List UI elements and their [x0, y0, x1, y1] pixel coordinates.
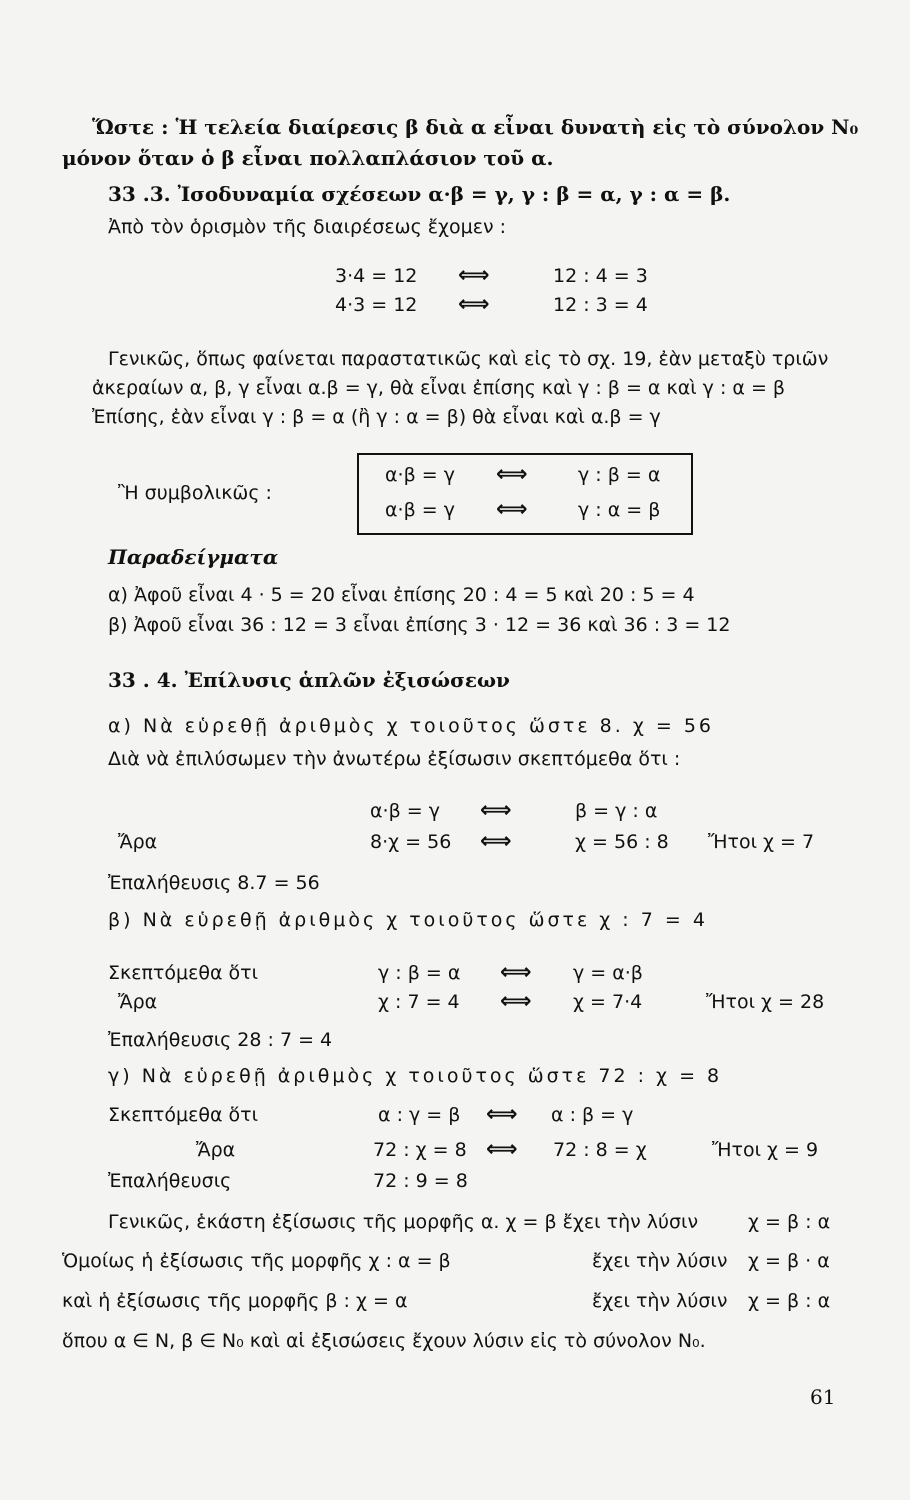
box-row2-left: α·β = γ — [385, 499, 455, 521]
general-rule-2-mid: ἔχει τὴν λύσιν — [592, 1250, 728, 1272]
general-rule-2-solution: χ = β · α — [748, 1250, 830, 1272]
example-a: α) Ἀφοῦ εἶναι 4 · 5 = 20 εἶναι ἐπίσης 20 : 4 = 5 καὶ 20 : 5 = 4 — [108, 584, 695, 606]
problem-b-ara: Ἄρα — [118, 991, 158, 1013]
intro-line-2: μόνον ὅταν ὁ β εἶναι πολλαπλάσιον τοῦ α. — [62, 146, 554, 170]
general-rule-1-solution: χ = β : α — [748, 1211, 831, 1233]
problem-c-check-value: 72 : 9 = 8 — [373, 1170, 468, 1192]
problem-a-rule-right: β = γ : α — [575, 800, 658, 822]
double-arrow-icon: ⟺ — [458, 292, 490, 317]
general-rule-3: καὶ ἡ ἐξίσωσις τῆς μορφῆς β : χ = α — [62, 1290, 408, 1312]
problem-c-think: Σκεπτόμεθα ὅτι — [108, 1104, 259, 1126]
problem-a-rule-left: α·β = γ — [370, 800, 440, 822]
double-arrow-icon: ⟺ — [486, 1102, 518, 1127]
problem-b-check: Ἐπαλήθευσις 28 : 7 = 4 — [108, 1029, 333, 1051]
symbolic-label: Ἢ συμβολικῶς : — [118, 482, 272, 504]
problem-b-rule-left: γ : β = α — [378, 962, 461, 984]
problem-c-result: Ἤτοι χ = 9 — [712, 1139, 819, 1161]
problem-c-rule-left: α : γ = β — [378, 1104, 461, 1126]
general-rule-4: ὅπου α ∈ N, β ∈ N₀ καὶ αἱ ἐξισώσεις ἔχουν λύσιν εἰς τὸ σύνολον N₀. — [62, 1330, 706, 1352]
box-row2-right: γ : α = β — [578, 499, 661, 521]
problem-b-rule-right: γ = α·β — [573, 962, 643, 984]
eq1-right: 12 : 4 = 3 — [553, 265, 648, 287]
problem-c-rule-right: α : β = γ — [551, 1104, 634, 1126]
double-arrow-icon: ⟺ — [486, 1137, 518, 1162]
box-row1-right: γ : β = α — [578, 464, 661, 486]
problem-c-check-label: Ἐπαλήθευσις — [108, 1170, 232, 1192]
double-arrow-icon: ⟺ — [480, 829, 512, 854]
general-rule-3-mid: ἔχει τὴν λύσιν — [592, 1290, 728, 1312]
problem-a-check: Ἐπαλήθευσις 8.7 = 56 — [108, 872, 320, 894]
problem-c-step-left: 72 : χ = 8 — [373, 1139, 467, 1161]
problem-c-ara: Ἄρα — [196, 1139, 236, 1161]
general-para-line-2: ἀκεραίων α, β, γ εἶναι α.β = γ, θὰ εἶναι ἐπίσης καὶ γ : β = α καὶ γ : α = β — [92, 377, 786, 399]
problem-b-think: Σκεπτόμεθα ὅτι — [108, 962, 259, 984]
general-para-line-3: Ἐπίσης, ἐὰν εἶναι γ : β = α (ἢ γ : α = β) θὰ εἶναι καὶ α.β = γ — [92, 406, 661, 428]
problem-b-result: Ἤτοι χ = 28 — [706, 991, 825, 1013]
general-rule-2: Ὁμοίως ἡ ἐξίσωσις τῆς μορφῆς χ : α = β — [62, 1250, 451, 1272]
double-arrow-icon: ⟺ — [500, 960, 532, 985]
definition-line: Ἀπὸ τὸν ὁρισμὸν τῆς διαιρέσεως ἔχομεν : — [108, 216, 507, 238]
problem-a-line: Διὰ νὰ ἐπιλύσωμεν τὴν ἀνωτέρω ἐξίσωσιν σκεπτόμεθα ὅτι : — [108, 748, 681, 770]
general-rule-1: Γενικῶς, ἑκάστη ἐξίσωσις τῆς μορφῆς α. χ = β ἔχει τὴν λύσιν — [108, 1211, 699, 1233]
problem-a-ara: Ἄρα — [118, 831, 158, 853]
problem-a-step-right: χ = 56 : 8 — [575, 831, 669, 853]
section-33-3-heading: 33 .3. Ἰσοδυναμία σχέσεων α·β = γ, γ : β = α, γ : α = β. — [108, 182, 731, 206]
problem-c-title: γ) Νὰ εὑρεθῇ ἀριθμὸς χ τοιοῦτος ὥστε 72 : χ = 8 — [108, 1065, 723, 1087]
eq2-right: 12 : 3 = 4 — [553, 294, 648, 316]
section-33-4-heading: 33 . 4. Ἐπίλυσις ἁπλῶν ἐξισώσεων — [108, 668, 510, 692]
problem-b-step-right: χ = 7·4 — [573, 991, 643, 1013]
problem-b-title: β) Νὰ εὑρεθῇ ἀριθμὸς χ τοιοῦτος ὥστε χ : 7 = 4 — [108, 909, 708, 931]
intro-line-1: Ὥστε : Ἡ τελεία διαίρεσις β διὰ α εἶναι δυνατὴ εἰς τὸ σύνολον N₀ — [92, 115, 859, 139]
problem-c-step-right: 72 : 8 = χ — [553, 1139, 647, 1161]
problem-b-step-left: χ : 7 = 4 — [378, 991, 460, 1013]
double-arrow-icon: ⟺ — [458, 263, 490, 288]
problem-a-title: α) Νὰ εὑρεθῇ ἀριθμὸς χ τοιοῦτος ὥστε 8. χ = 56 — [108, 715, 714, 737]
double-arrow-icon: ⟺ — [496, 462, 528, 487]
double-arrow-icon: ⟺ — [500, 989, 532, 1014]
double-arrow-icon: ⟺ — [480, 798, 512, 823]
examples-heading: Παραδείγματα — [108, 545, 279, 569]
general-para-line-1: Γενικῶς, ὅπως φαίνεται παραστατικῶς καὶ εἰς τὸ σχ. 19, ἐὰν μεταξὺ τριῶν — [108, 348, 829, 370]
example-b: β) Ἀφοῦ εἶναι 36 : 12 = 3 εἶναι ἐπίσης 3 · 12 = 36 καὶ 36 : 3 = 12 — [108, 614, 731, 636]
general-rule-3-solution: χ = β : α — [748, 1290, 831, 1312]
problem-a-step-left: 8·χ = 56 — [370, 831, 452, 853]
eq1-left: 3·4 = 12 — [335, 265, 418, 287]
box-row1-left: α·β = γ — [385, 464, 455, 486]
problem-a-result: Ἤτοι χ = 7 — [708, 831, 815, 853]
eq2-left: 4·3 = 12 — [335, 294, 418, 316]
double-arrow-icon: ⟺ — [496, 497, 528, 522]
page-number: 61 — [810, 1385, 836, 1409]
